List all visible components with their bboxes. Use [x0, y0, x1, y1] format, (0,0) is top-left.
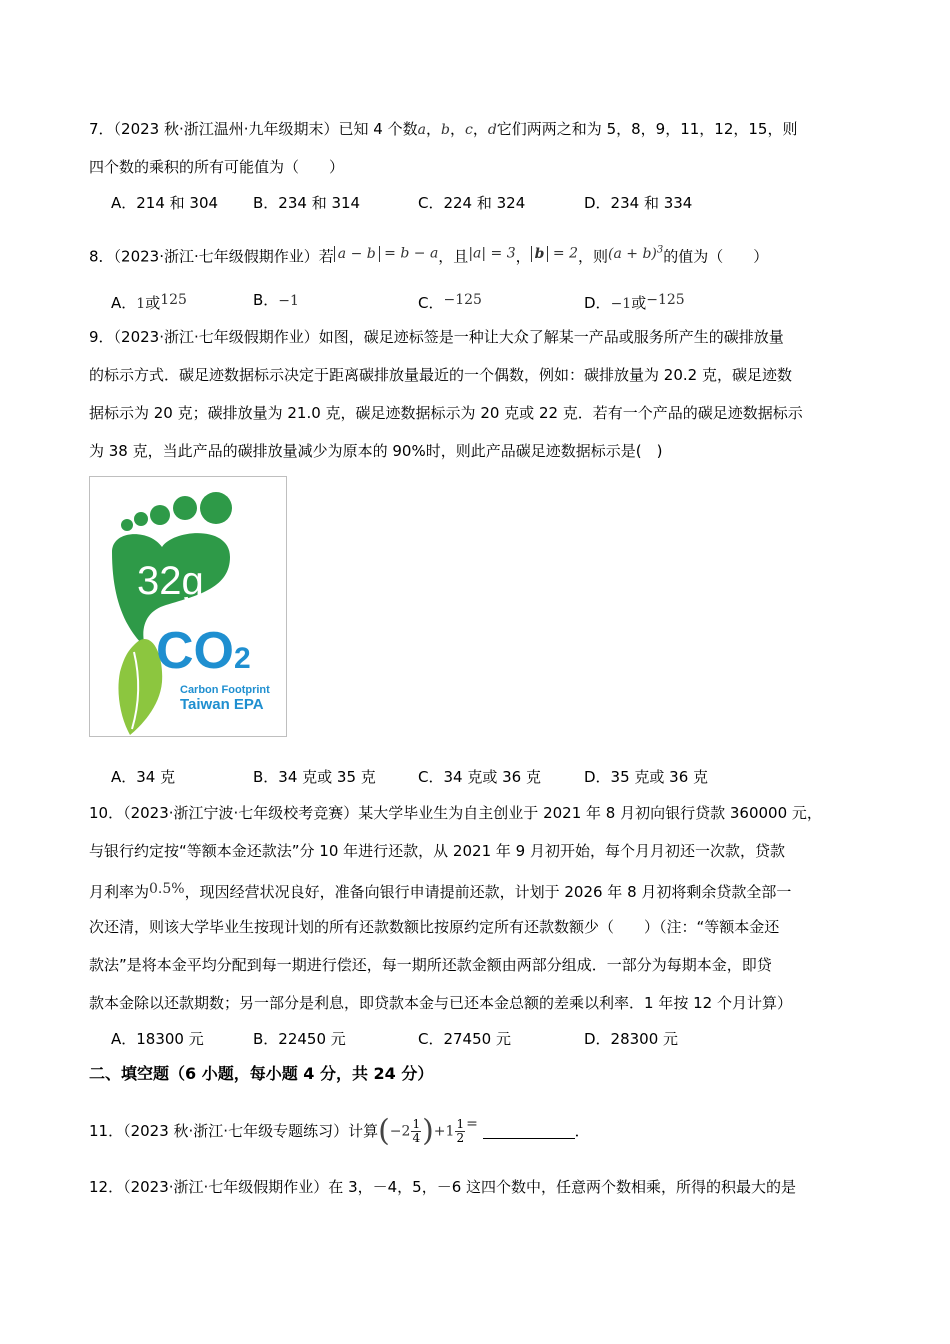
q10-option-b: B．22450 元	[253, 1030, 346, 1048]
q8-option-d-label: D．	[584, 294, 611, 312]
q8-option-b-label: B．	[253, 291, 279, 309]
q8-condition-3	[531, 246, 578, 262]
q11-suffix: ．	[574, 1122, 590, 1140]
q9-option-b: B．34 克或 35 克	[253, 768, 376, 786]
q8-options	[111, 290, 871, 310]
q7-option-d: D．234 和 334	[584, 194, 693, 212]
q8-prefix: 8．（2023·浙江·七年级假期作业）若	[89, 247, 334, 266]
q8-option-a-or: 或	[145, 294, 161, 312]
q11-answer-blank[interactable]	[483, 1124, 575, 1139]
q8-option-c-value: −125	[443, 292, 482, 308]
q8-abs-b: b	[531, 246, 549, 262]
q8-option-a-value: 1	[136, 296, 146, 312]
logo-co2	[156, 623, 251, 687]
q8-condition-1	[334, 246, 439, 262]
q10-line6: 款本金除以还款期数；另一部分是利息，即贷款本金与已还本金总额的差乘以利率．1 年按 12 个月计算）	[89, 994, 792, 1012]
q10-option-a: A．18300 元	[111, 1030, 204, 1048]
toe-1	[121, 519, 133, 531]
q11-line	[89, 1106, 590, 1150]
q8-cond3-rhs: = 2	[552, 245, 578, 262]
logo-co2-text: CO	[156, 622, 234, 680]
q9-option-d: D．35 克或 36 克	[584, 768, 709, 786]
q9-line3: 据标示为 20 克；碳排放量为 21.0 克，碳足迹数据标示为 20 克或 22 克．若有一个产品的碳足迹数据标示	[89, 404, 803, 422]
q7-text-b: 它们两两之和为 5，8，9，11，12，15，则	[496, 120, 798, 138]
q11-f1-numerator: 1	[412, 1117, 421, 1131]
q8-mid1: ，且	[438, 247, 469, 266]
q11-plus: +1	[433, 1123, 455, 1140]
q8-expression	[608, 246, 663, 262]
q8-option-c	[418, 290, 482, 313]
q8-option-b-value: −1	[278, 293, 299, 309]
q8-line	[89, 240, 768, 267]
q10-line4: 次还清，则该大学毕业生按现计划的所有还款数额比按原约定所有还款数额少（ ）（注：“等额本金还	[89, 918, 780, 936]
toe-2	[134, 512, 148, 526]
q8-option-d	[584, 290, 685, 314]
q12-line1: 12．（2023·浙江·七年级假期作业）在 3，－4，5，－6 这四个数中，任意两个数相乘，所得的积最大的是	[89, 1178, 797, 1196]
q8-cond1-rhs: = b − a	[384, 245, 439, 262]
logo-line2: Taiwan EPA	[180, 696, 264, 713]
q10-line1: 10．（2023·浙江宁波·七年级校考竞赛）某大学毕业生为自主创业于 2021 年 8 月初向银行贷款 360000 元，	[89, 804, 822, 822]
q9-line2: 的标示方式．碳足迹数据标示决定于距离碳排放量最近的一个偶数，例如：碳排放量为 20.2 克，碳足迹数	[89, 366, 792, 384]
q9-option-a: A．34 克	[111, 768, 176, 786]
q8-option-d-or: 或	[631, 294, 647, 312]
q7-option-c: C．224 和 324	[418, 194, 526, 212]
q10-line3	[89, 879, 791, 902]
q8-suffix: 的值为（ ）	[663, 247, 769, 266]
q7-text-a: 7．（2023 秋·浙江温州·九年级期末）已知 4 个数	[89, 120, 418, 138]
q9-options	[111, 767, 871, 787]
q9-option-c: C．34 克或 36 克	[418, 768, 541, 786]
q11-left-paren: (	[378, 1113, 390, 1149]
q8-option-b	[253, 290, 299, 311]
section-2-heading: 二、填空题（6 小题，每小题 4 分，共 24 分）	[89, 1064, 434, 1083]
q8-mid2: ，	[515, 247, 531, 266]
q11-f1-denominator: 4	[412, 1131, 421, 1145]
q9-line4: 为 38 克，当此产品的碳排放量减少为原本的 90%时，则此产品碳足迹数据标示是( )	[89, 442, 663, 460]
q7-option-b: B．234 和 314	[253, 194, 361, 212]
q10-line5: 款法”是将本金平均分配到每一期进行偿还，每一期所还款金额由两部分组成．一部分为每期本金，即贷	[89, 956, 772, 974]
q8-option-a-label: A．	[111, 294, 137, 312]
q8-expr-base: (a + b)	[608, 245, 657, 262]
q10-options	[111, 1029, 871, 1049]
q10-option-c: C．27450 元	[418, 1030, 511, 1048]
q10-line2: 与银行约定按“等额本金还款法”分 10 年进行还款，从 2021 年 9 月初开始，每个月月初还一次款，贷款	[89, 842, 785, 860]
toe-4	[173, 496, 197, 520]
toe-3	[150, 505, 170, 525]
logo-weight: 32g	[137, 559, 204, 603]
q7-line2: 四个数的乘积的所有可能值为（ ）	[89, 158, 345, 176]
q9-line1: 9．（2023·浙江·七年级假期作业）如图，碳足迹标签是一种让大众了解某一产品或服务所产生的碳排放量	[89, 328, 784, 346]
logo-co2-subscript: 2	[234, 642, 251, 675]
q11-right-paren: )	[422, 1113, 434, 1149]
q11-prefix: 11．（2023 秋·浙江·七年级专题练习）计算	[89, 1122, 379, 1140]
q11-equals: =	[466, 1116, 478, 1132]
q7-var-c: c	[464, 122, 473, 138]
q7-var-b: b	[440, 122, 450, 138]
q11-fraction-2	[455, 1118, 465, 1145]
q11-neg-whole: −2	[389, 1123, 411, 1140]
q7-option-a: A．214 和 304	[111, 194, 219, 212]
q7-line1: 7．（2023 秋·浙江温州·九年级期末）已知 4 个数a，b，c，d它们两两之和为 5，8，9，11，12，15，则	[89, 120, 798, 138]
toe-5	[200, 492, 232, 524]
q8-condition-2: |a| = 3	[468, 245, 516, 262]
q8-option-d-value2: −125	[646, 292, 685, 308]
q7-var-a: a	[417, 122, 426, 138]
q10-line3-b: ，现因经营状况良好，准备向银行申请提前还款，计划于 2026 年 8 月初将剩余贷款全部一	[184, 883, 792, 901]
q8-option-a	[111, 290, 187, 314]
q8-option-a-value2: 125	[160, 292, 187, 308]
q7-var-d: d	[487, 122, 497, 138]
q7-options	[111, 193, 871, 213]
q8-abs-expr: a − b	[334, 246, 380, 262]
q8-expr-exponent: 3	[656, 244, 664, 255]
q11-f2-numerator: 1	[456, 1117, 465, 1131]
q8-option-c-label: C．	[418, 294, 444, 312]
logo-line1: Carbon Footprint	[180, 684, 270, 696]
q11-f2-denominator: 2	[456, 1131, 465, 1145]
carbon-footprint-logo	[89, 476, 287, 737]
q8-mid3: ，则	[578, 247, 609, 266]
q10-option-d: D．28300 元	[584, 1030, 679, 1048]
q10-rate: 0.5%	[149, 881, 185, 897]
q10-line3-a: 月利率为	[89, 883, 150, 901]
q8-option-d-value: −1	[610, 296, 632, 312]
q11-fraction-1	[411, 1118, 421, 1145]
